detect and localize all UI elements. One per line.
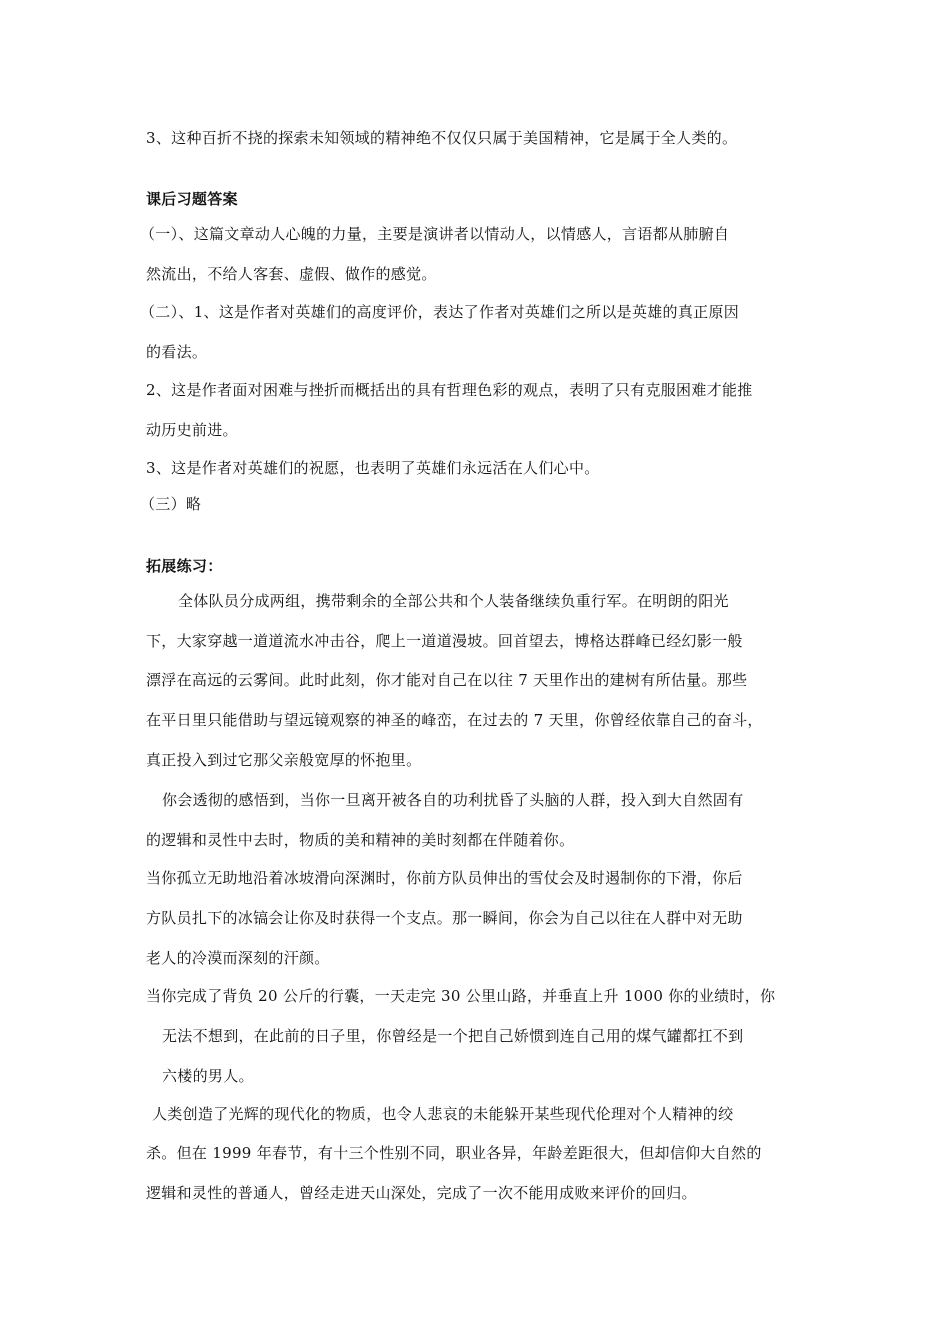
answer-part-2-item-3: 3、这是作者对英雄们的祝愿，也表明了英雄们永远活在人们心中。 xyxy=(146,459,600,477)
passage-p3-line-3: 老人的冷漠而深刻的汗颜。 xyxy=(146,949,330,967)
passage-p2-line-2: 的逻辑和灵性中去时，物质的美和精神的美时刻都在伴随着你。 xyxy=(146,831,575,849)
answer-part-2-line-2: 的看法。 xyxy=(146,343,208,361)
section-heading-exercise-answers: 课后习题答案 xyxy=(146,190,238,208)
passage-p4-line-2: 无法不想到，在此前的日子里，你曾经是一个把自己娇惯到连自己用的煤气罐都扛不到 xyxy=(162,1027,744,1045)
passage-p1-line-1: 全体队员分成两组，携带剩余的全部公共和个人装备继续负重行军。在明朗的阳光 xyxy=(178,592,729,610)
section-heading-extended-practice: 拓展练习： xyxy=(146,557,223,575)
passage-p4-line-1: 当你完成了背负 20 公斤的行囊，一天走完 30 公里山路，并垂直上升 1000 你的业绩时，你 xyxy=(146,987,776,1005)
answer-part-2-line-1: （二）、1、这是作者对英雄们的高度评价，表达了作者对英雄们之所以是英雄的真正原因 xyxy=(140,303,740,321)
passage-p3-line-1: 当你孤立无助地沿着冰坡滑向深渊时，你前方队员伸出的雪仗会及时遏制你的下滑，你后 xyxy=(146,869,743,887)
passage-p1-line-4: 在平日里只能借助与望远镜观察的神圣的峰峦，在过去的 7 天里，你曾经依靠自己的奋斗， xyxy=(146,711,763,729)
answer-part-1-line-2: 然流出，不给人客套、虚假、做作的感觉。 xyxy=(146,265,437,283)
passage-p4-line-3: 六楼的男人。 xyxy=(162,1067,254,1085)
passage-p1-line-3: 漂浮在高远的云雾间。此时此刻，你才能对自己在以往 7 天里作出的建树有所估量。那些 xyxy=(146,671,748,689)
answer-part-3: （三）略 xyxy=(140,495,202,513)
answer-part-1-line-1: （一）、这篇文章动人心魄的力量，主要是演讲者以情动人，以情感人，言语都从肺腑自 xyxy=(140,225,730,243)
passage-p1-line-2: 下，大家穿越一道道流水冲击谷，爬上一道道漫坡。回首望去，博格达群峰已经幻影一般 xyxy=(146,632,743,650)
passage-p2-line-1: 你会透彻的感悟到，当你一旦离开被各自的功利扰昏了头脑的人群，投入到大自然固有 xyxy=(162,791,744,809)
passage-p1-line-5: 真正投入到过它那父亲般宽厚的怀抱里。 xyxy=(146,751,422,769)
answer-part-2-item-2-line-2: 动历史前进。 xyxy=(146,421,238,439)
passage-p5-line-2: 杀。但在 1999 年春节，有十三个性别不同，职业各异，年龄差距很大，但却信仰大自然的 xyxy=(146,1144,762,1162)
answer-part-2-item-2-line-1: 2、这是作者面对困难与挫折而概括出的具有哲理色彩的观点，表明了只有克服困难才能推 xyxy=(146,381,753,399)
passage-p5-line-1: 人类创造了光辉的现代化的物质，也令人悲哀的未能躲开某些现代伦理对个人精神的绞 xyxy=(152,1105,734,1123)
answer-line-3: 3、这种百折不挠的探索未知领域的精神绝不仅仅只属于美国精神，它是属于全人类的。 xyxy=(146,129,738,147)
passage-p5-line-3: 逻辑和灵性的普通人，曾经走进天山深处，完成了一次不能用成败来评价的回归。 xyxy=(146,1184,697,1202)
passage-p3-line-2: 方队员扎下的冰镐会让你及时获得一个支点。那一瞬间，你会为自己以往在人群中对无助 xyxy=(146,909,743,927)
